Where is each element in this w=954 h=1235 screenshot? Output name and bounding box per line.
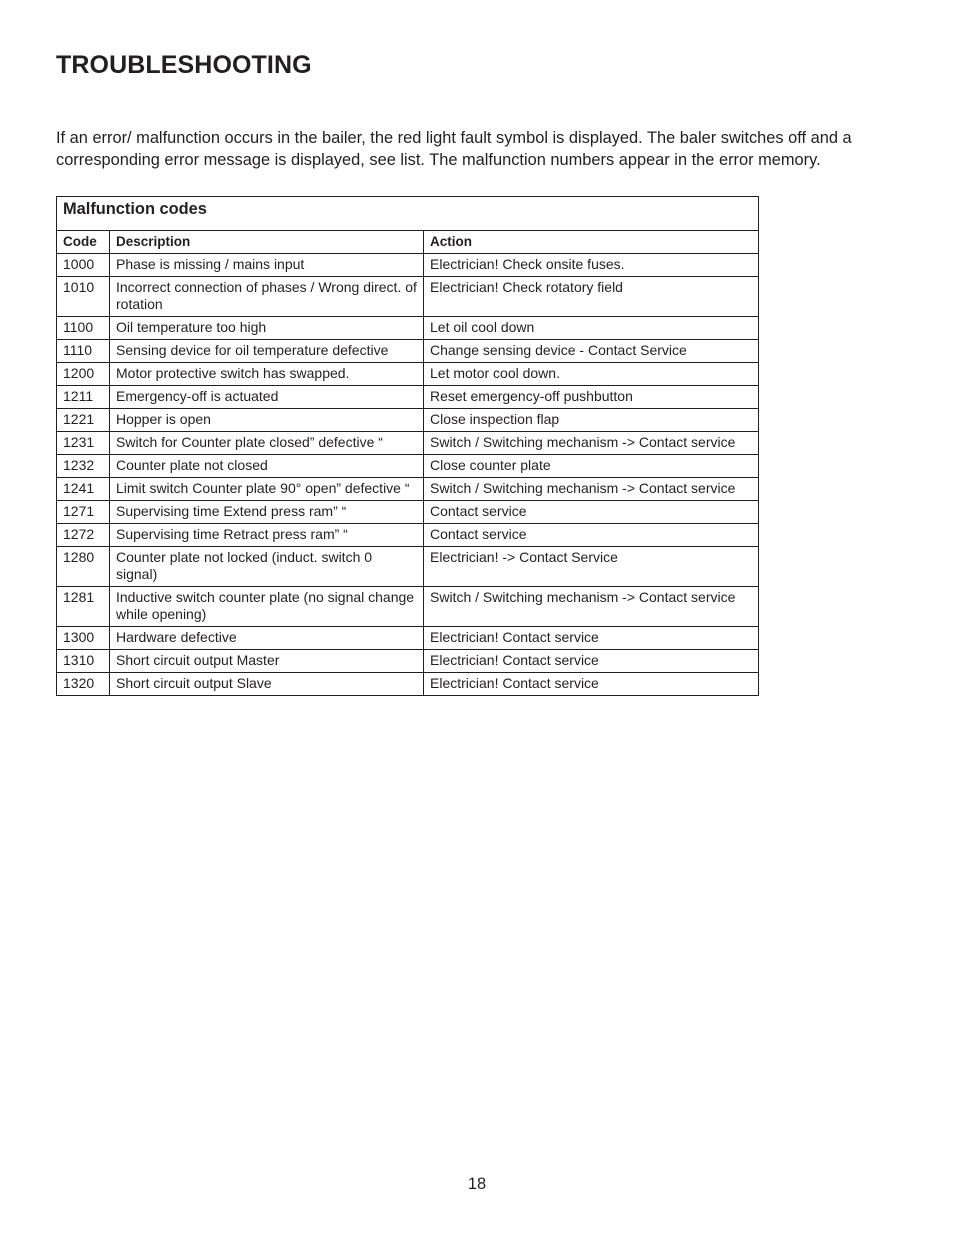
description-cell: Sensing device for oil temperature defective bbox=[110, 340, 424, 363]
table-row bbox=[57, 317, 759, 340]
description-cell: Counter plate not closed bbox=[110, 455, 424, 478]
table-caption-row bbox=[57, 197, 759, 231]
description-cell: Short circuit output Master bbox=[110, 650, 424, 673]
action-cell: Let motor cool down. bbox=[424, 363, 759, 386]
error-code-cell: 1320 bbox=[57, 673, 110, 696]
action-cell: Let oil cool down bbox=[424, 317, 759, 340]
error-code-cell: 1200 bbox=[57, 363, 110, 386]
action-cell: Switch / Switching mechanism -> Contact service bbox=[424, 432, 759, 455]
error-code-cell: 1272 bbox=[57, 524, 110, 547]
table-row bbox=[57, 409, 759, 432]
column-header-description: Description bbox=[110, 231, 424, 254]
description-cell: Phase is missing / mains input bbox=[110, 254, 424, 277]
error-code-cell: 1232 bbox=[57, 455, 110, 478]
table-row bbox=[57, 455, 759, 478]
error-code-cell: 1110 bbox=[57, 340, 110, 363]
table-row bbox=[57, 478, 759, 501]
action-cell: Contact service bbox=[424, 524, 759, 547]
error-code-cell: 1300 bbox=[57, 627, 110, 650]
table-row bbox=[57, 363, 759, 386]
description-cell: Emergency-off is actuated bbox=[110, 386, 424, 409]
action-cell: Electrician! Contact service bbox=[424, 627, 759, 650]
table-row bbox=[57, 650, 759, 673]
table-row bbox=[57, 386, 759, 409]
error-code-cell: 1281 bbox=[57, 587, 110, 627]
column-header-action: Action bbox=[424, 231, 759, 254]
intro-paragraph: If an error/ malfunction occurs in the bailer, the red light fault symbol is displayed. The baler switches off and a corresponding error message is displayed, see list. The malfunction numbers appear in the error memory. bbox=[56, 129, 852, 169]
description-cell: Supervising time Extend press ram” “ bbox=[110, 501, 424, 524]
description-cell: Hardware defective bbox=[110, 627, 424, 650]
table-row bbox=[57, 254, 759, 277]
table-row bbox=[57, 501, 759, 524]
description-cell: Oil temperature too high bbox=[110, 317, 424, 340]
description-cell: Incorrect connection of phases / Wrong direct. of rotation bbox=[110, 277, 424, 317]
error-code-cell: 1221 bbox=[57, 409, 110, 432]
table-body bbox=[57, 254, 759, 696]
error-code-cell: 1000 bbox=[57, 254, 110, 277]
malfunction-codes-table bbox=[56, 196, 759, 696]
action-cell: Electrician! Check rotatory field bbox=[424, 277, 759, 317]
table-row bbox=[57, 277, 759, 317]
action-cell: Electrician! -> Contact Service bbox=[424, 547, 759, 587]
table-row bbox=[57, 587, 759, 627]
table-row bbox=[57, 432, 759, 455]
action-cell: Change sensing device - Contact Service bbox=[424, 340, 759, 363]
table-row bbox=[57, 340, 759, 363]
table-row bbox=[57, 627, 759, 650]
error-code-cell: 1271 bbox=[57, 501, 110, 524]
action-cell: Close inspection flap bbox=[424, 409, 759, 432]
action-cell: Contact service bbox=[424, 501, 759, 524]
action-cell: Electrician! Check onsite fuses. bbox=[424, 254, 759, 277]
description-cell: Hopper is open bbox=[110, 409, 424, 432]
error-code-cell: 1310 bbox=[57, 650, 110, 673]
page-number: 18 bbox=[467, 1175, 487, 1193]
description-cell: Supervising time Retract press ram” “ bbox=[110, 524, 424, 547]
table-caption: Malfunction codes bbox=[57, 197, 759, 231]
description-cell: Switch for Counter plate closed” defective “ bbox=[110, 432, 424, 455]
error-code-cell: 1010 bbox=[57, 277, 110, 317]
error-code-cell: 1241 bbox=[57, 478, 110, 501]
action-cell: Close counter plate bbox=[424, 455, 759, 478]
description-cell: Motor protective switch has swapped. bbox=[110, 363, 424, 386]
error-code-cell: 1100 bbox=[57, 317, 110, 340]
column-header-code: Code bbox=[57, 231, 110, 254]
action-cell: Switch / Switching mechanism -> Contact service bbox=[424, 587, 759, 627]
description-cell: Counter plate not locked (induct. switch 0 signal) bbox=[110, 547, 424, 587]
error-code-cell: 1231 bbox=[57, 432, 110, 455]
table-row bbox=[57, 547, 759, 587]
error-code-cell: 1211 bbox=[57, 386, 110, 409]
table-header-row bbox=[57, 231, 759, 254]
action-cell: Electrician! Contact service bbox=[424, 650, 759, 673]
action-cell: Reset emergency-off pushbutton bbox=[424, 386, 759, 409]
error-code-cell: 1280 bbox=[57, 547, 110, 587]
table-row bbox=[57, 673, 759, 696]
description-cell: Short circuit output Slave bbox=[110, 673, 424, 696]
description-cell: Inductive switch counter plate (no signal change while opening) bbox=[110, 587, 424, 627]
action-cell: Electrician! Contact service bbox=[424, 673, 759, 696]
description-cell: Limit switch Counter plate 90° open” defective “ bbox=[110, 478, 424, 501]
table-row bbox=[57, 524, 759, 547]
page-title: TROUBLESHOOTING bbox=[56, 51, 312, 79]
action-cell: Switch / Switching mechanism -> Contact service bbox=[424, 478, 759, 501]
